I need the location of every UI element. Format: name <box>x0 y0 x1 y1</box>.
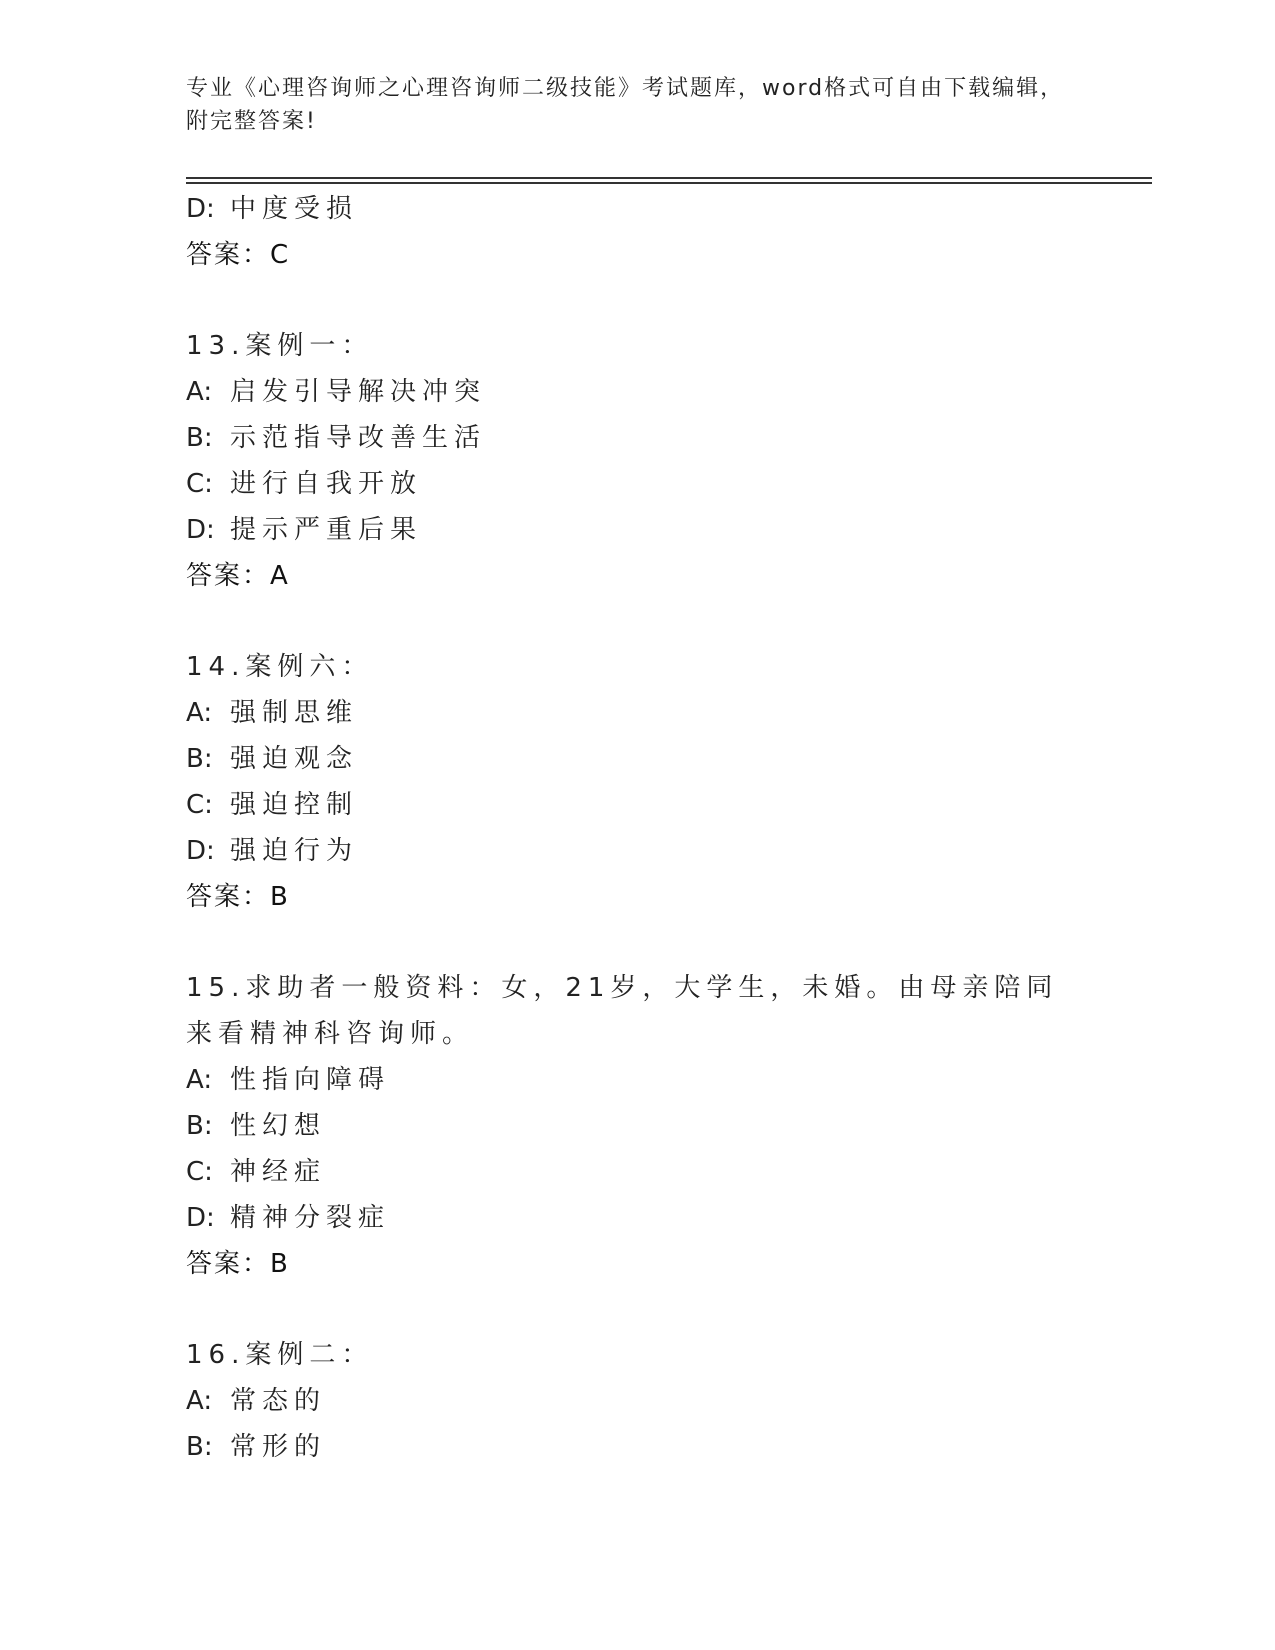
question-stem: 14.案例六： <box>186 652 374 682</box>
header-rule-bottom <box>186 182 1152 184</box>
option-text: 进行自我开放 <box>230 469 423 499</box>
option-text: 精神分裂症 <box>230 1203 391 1233</box>
option-text: 强制思维 <box>230 698 359 728</box>
option-text: 神经症 <box>230 1157 327 1187</box>
option-c <box>186 461 1106 507</box>
option-letter: A: <box>186 1386 213 1416</box>
answer-line: 答案：B <box>186 882 290 912</box>
option-letter: B: <box>186 744 213 774</box>
option-text: 示范指导改善生活 <box>230 423 487 453</box>
question-stem: 13.案例一： <box>186 331 374 361</box>
option-d <box>186 507 1106 553</box>
option-c <box>186 782 1106 828</box>
option-text: 强迫行为 <box>230 836 359 866</box>
option-letter: D: <box>186 836 215 866</box>
option-text: 提示严重后果 <box>230 515 423 545</box>
option-a <box>186 1378 1106 1424</box>
option-text: 强迫观念 <box>230 744 359 774</box>
option-text: 强迫控制 <box>230 790 359 820</box>
spacer <box>186 599 1106 644</box>
option-text: 常态的 <box>230 1386 327 1416</box>
spacer <box>186 920 1106 965</box>
option-a <box>186 369 1106 415</box>
spacer <box>186 278 1106 323</box>
option-b <box>186 736 1106 782</box>
option-letter: A: <box>186 1065 213 1095</box>
option-letter: D: <box>186 515 215 545</box>
option-text: 中度受损 <box>230 194 359 224</box>
option-letter: B: <box>186 1432 213 1462</box>
question-list <box>186 186 1106 1470</box>
option-text: 性指向障碍 <box>230 1065 391 1095</box>
document-header: 专业《心理咨询师之心理咨询师二级技能》考试题库，word格式可自由下载编辑，附完整答案! <box>186 76 1065 134</box>
option-letter: C: <box>186 790 213 820</box>
answer-line: 答案：A <box>186 561 290 591</box>
option-letter: A: <box>186 698 213 728</box>
option-letter: C: <box>186 469 213 499</box>
option-letter: D: <box>186 194 215 224</box>
option-d <box>186 1195 1106 1241</box>
option-letter: D: <box>186 1203 215 1233</box>
option-b <box>186 1103 1106 1149</box>
option-letter: B: <box>186 423 213 453</box>
option-letter: A: <box>186 377 213 407</box>
option-text: 常形的 <box>230 1432 327 1462</box>
header-rule-top <box>186 177 1152 179</box>
question-stem: 16.案例二： <box>186 1340 374 1370</box>
option-d <box>186 828 1106 874</box>
option-letter: C: <box>186 1157 213 1187</box>
answer-line: 答案：B <box>186 1249 290 1279</box>
option-text: 启发引导解决冲突 <box>230 377 487 407</box>
option-b <box>186 1424 1106 1470</box>
option-c <box>186 1149 1106 1195</box>
question-stem: 15.求助者一般资料：女，21岁，大学生，未婚。由母亲陪同来看精神科咨询师。 <box>186 973 1059 1049</box>
option-letter: B: <box>186 1111 213 1141</box>
option-d <box>186 186 1106 232</box>
answer-line: 答案：C <box>186 240 291 270</box>
option-b <box>186 415 1106 461</box>
option-a <box>186 1057 1106 1103</box>
option-a <box>186 690 1106 736</box>
option-text: 性幻想 <box>230 1111 327 1141</box>
spacer <box>186 1287 1106 1332</box>
